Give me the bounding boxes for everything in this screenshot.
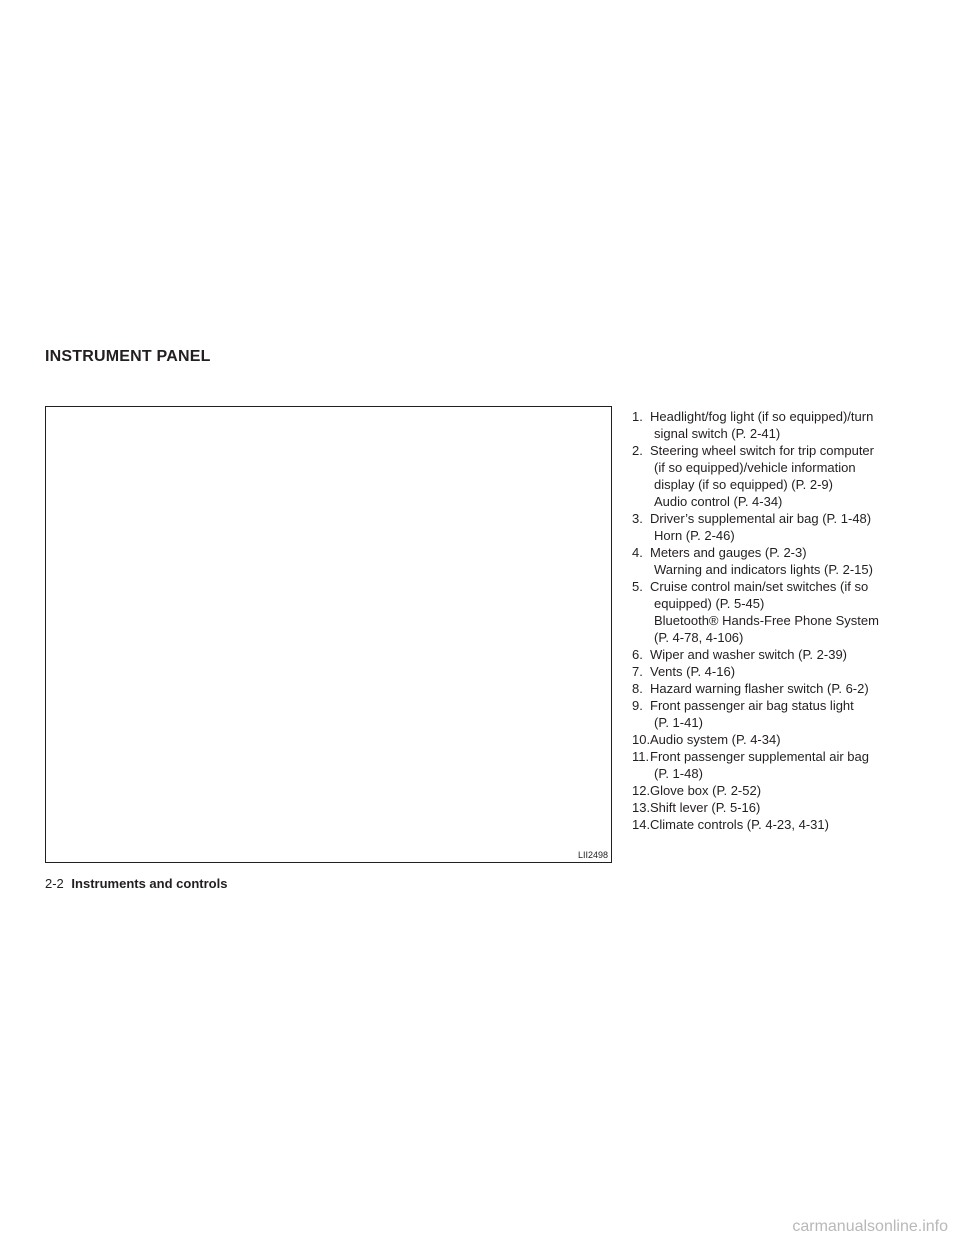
- list-item: [632, 697, 922, 731]
- list-item-number: 6.: [632, 647, 643, 662]
- list-item-number: 8.: [632, 681, 643, 696]
- list-item-line: Climate controls (P. 4-23, 4-31): [650, 817, 829, 832]
- list-item-line: Wiper and washer switch (P. 2-39): [650, 647, 848, 662]
- list-item-text: [650, 816, 922, 833]
- list-item-number: 3.: [632, 511, 643, 526]
- chapter-title: Instruments and controls: [71, 876, 228, 891]
- list-item-number: 10.: [632, 732, 651, 747]
- list-item-line: equipped) (P. 5-45): [654, 596, 765, 611]
- list-item-number: 11.: [632, 749, 650, 764]
- list-item-line: Hazard warning flasher switch (P. 6-2): [650, 681, 869, 696]
- list-item: [632, 442, 922, 510]
- list-item: [632, 731, 922, 748]
- list-item-text: [650, 510, 922, 544]
- list-item-text: [650, 408, 922, 442]
- list-item-line: display (if so equipped) (P. 2-9): [654, 477, 833, 492]
- list-item-number: 5.: [632, 579, 643, 594]
- list-item-text: [650, 731, 922, 748]
- list-item-text: [650, 578, 922, 646]
- list-item: [632, 816, 922, 833]
- section-title: INSTRUMENT PANEL: [45, 348, 211, 365]
- list-item-line: Front passenger supplemental air bag: [650, 749, 869, 764]
- list-item-line: (P. 4-78, 4-106): [654, 630, 744, 645]
- list-item-line: (P. 1-48): [654, 766, 703, 781]
- figure-id: LII2498: [577, 850, 608, 860]
- list-item-line: Bluetooth® Hands-Free Phone System: [654, 613, 879, 628]
- site-watermark: carmanualsonline.info: [792, 1218, 948, 1235]
- list-item: [632, 408, 922, 442]
- list-item-line: Warning and indicators lights (P. 2-15): [654, 562, 873, 577]
- list-item-line: Shift lever (P. 5-16): [650, 800, 761, 815]
- list-item: [632, 646, 922, 663]
- list-item-number: 2.: [632, 443, 643, 458]
- list-item-text: [650, 782, 922, 799]
- list-item: [632, 748, 922, 782]
- list-item-line: Driver’s supplemental air bag (P. 1-48): [650, 511, 872, 526]
- list-item-line: Vents (P. 4-16): [650, 664, 736, 679]
- list-item-text: [650, 799, 922, 816]
- instrument-panel-figure: [45, 406, 612, 863]
- list-item-line: (P. 1-41): [654, 715, 703, 730]
- list-item: [632, 680, 922, 697]
- list-item-number: 7.: [632, 664, 643, 679]
- list-item-line: Front passenger air bag status light: [650, 698, 854, 713]
- page-number: 2-2: [45, 876, 64, 891]
- list-item-text: [650, 544, 922, 578]
- list-item: [632, 782, 922, 799]
- list-item-line: Meters and gauges (P. 2-3): [650, 545, 807, 560]
- list-item-line: Steering wheel switch for trip computer: [650, 443, 874, 458]
- list-item-text: [650, 748, 922, 782]
- list-item-line: (if so equipped)/vehicle information: [654, 460, 856, 475]
- list-item-number: 12.: [632, 783, 651, 798]
- list-item: [632, 663, 922, 680]
- list-item-line: Horn (P. 2-46): [654, 528, 735, 543]
- list-item-number: 13.: [632, 800, 651, 815]
- list-item-text: [650, 646, 922, 663]
- list-item: [632, 578, 922, 646]
- list-item-line: Audio system (P. 4-34): [650, 732, 781, 747]
- list-item-line: Audio control (P. 4-34): [654, 494, 783, 509]
- list-item-line: Headlight/fog light (if so equipped)/turn: [650, 409, 874, 424]
- list-item-text: [650, 442, 922, 510]
- list-item-number: 1.: [632, 409, 643, 424]
- list-item-text: [650, 680, 922, 697]
- list-item-number: 9.: [632, 698, 643, 713]
- page-footer: [45, 876, 227, 891]
- list-item-number: 14.: [632, 817, 651, 832]
- list-item-line: Cruise control main/set switches (if so: [650, 579, 869, 594]
- list-item: [632, 510, 922, 544]
- list-item: [632, 544, 922, 578]
- list-item-line: Glove box (P. 2-52): [650, 783, 762, 798]
- list-item: [632, 799, 922, 816]
- instrument-panel-item-list: [632, 408, 922, 833]
- list-item-text: [650, 663, 922, 680]
- list-item-text: [650, 697, 922, 731]
- list-item-line: signal switch (P. 2-41): [654, 426, 781, 441]
- list-item-number: 4.: [632, 545, 643, 560]
